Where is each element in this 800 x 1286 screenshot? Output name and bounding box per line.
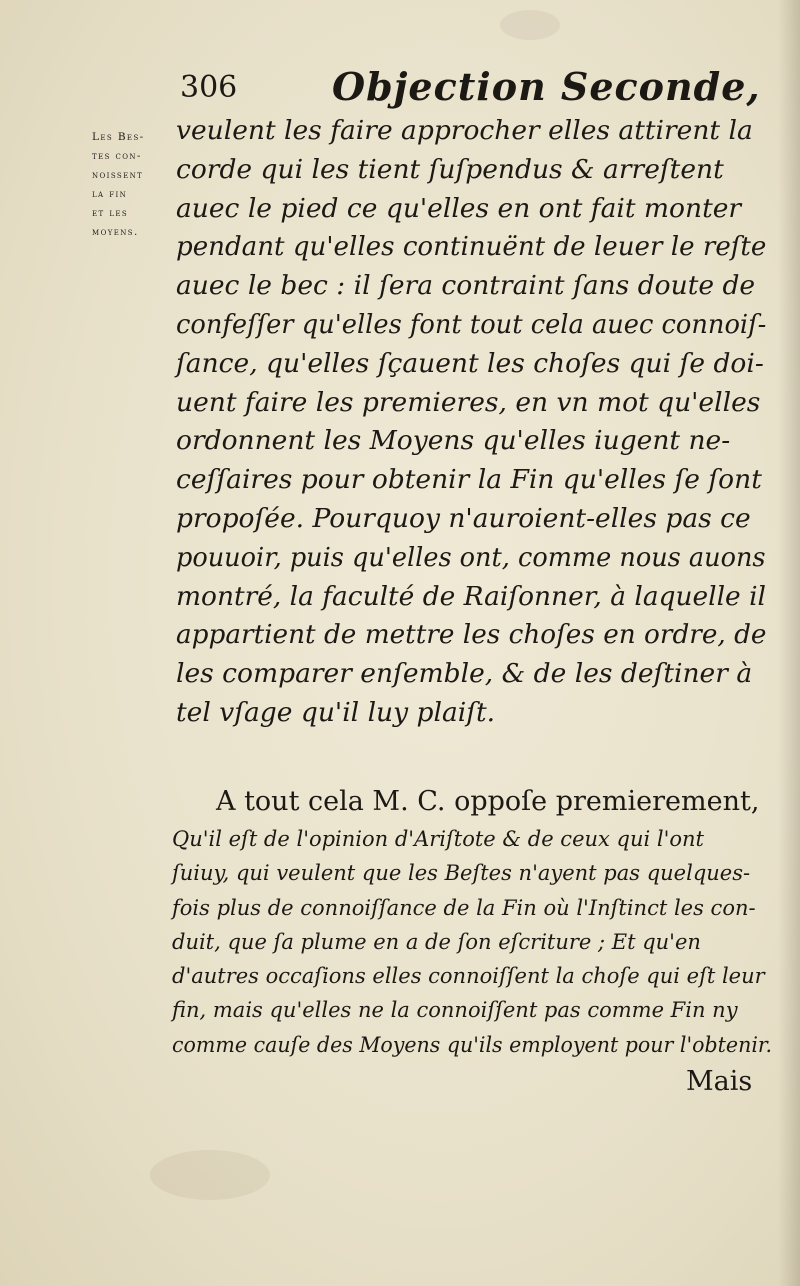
text-line: uent faire les premieres, en vn mot qu'elles — [176, 386, 761, 418]
text-line: propoſée. Pourquoy n'auroient-elles pas ce — [176, 502, 751, 534]
quote-line: duit, que ſa plume en a de ſon eſcriture ; Et qu'en — [172, 929, 701, 954]
margin-note-line: la fin — [92, 188, 128, 200]
paper-stain — [500, 10, 560, 40]
quoted-objection — [172, 782, 772, 1062]
text-line: pendant qu'elles continuënt de leuer le reſte — [176, 231, 767, 263]
margin-note-line: moyens. — [92, 226, 139, 238]
text-line: corde qui les tient ſuſpendus & arreſtent — [176, 153, 724, 185]
catchword: Mais — [686, 1066, 753, 1097]
text-line: appartient de mettre les choſes en ordre, de — [176, 619, 767, 651]
text-line: confeſſer qu'elles font tout cela auec connoiſ- — [176, 308, 767, 340]
page-number: 306 — [180, 70, 238, 105]
text-line: ceſſaires pour obtenir la Fin qu'elles ſe ſont — [176, 464, 762, 496]
text-line: pouuoir, puis qu'elles ont, comme nous auons — [176, 541, 766, 573]
running-title: Objection Seconde, — [332, 64, 761, 109]
quote-line: comme cauſe des Moyens qu'ils employent pour l'obtenir. — [172, 1032, 773, 1057]
quote-line: fois plus de connoiſſance de la Fin où l'Inſtinct les con- — [172, 895, 756, 920]
text-line: ſance, qu'elles ſçauent les choſes qui ſe doi- — [176, 347, 764, 379]
margin-note-line: tes con- — [92, 150, 142, 162]
quote-line: d'autres occaſions elles connoiſſent la choſe qui eſt leur — [172, 964, 765, 989]
text-line: auec le pied ce qu'elles en ont fait monter — [176, 192, 742, 224]
text-line: veulent les faire approcher elles attirent la — [176, 115, 753, 146]
text-line: montré, la faculté de Raiſonner, à laquelle il — [176, 580, 766, 612]
text-line: auec le bec : il ſera contraint ſans doute de — [176, 270, 756, 302]
paper-stain — [150, 1150, 270, 1200]
quote-lead-line: A tout cela M. C. oppoſe premierement, — [216, 786, 760, 817]
quote-line: Qu'il eſt de l'opinion d'Ariſtote & de ceux qui l'ont — [172, 827, 704, 851]
quote-line: fin, mais qu'elles ne la connoiſſent pas comme Fin ny — [172, 998, 738, 1023]
text-line: tel vſage qu'il luy plaiſt. — [176, 696, 496, 728]
text-line: ordonnent les Moyens qu'elles iugent ne- — [176, 425, 731, 457]
page-edge-shadow — [778, 0, 800, 1286]
margin-note-line: Les Bes- — [92, 131, 145, 143]
quote-text — [172, 822, 772, 1062]
text-line: les comparer enſemble, & de les deſtiner à — [176, 658, 753, 690]
quote-line: ſuiuy, qui veulent que les Beſtes n'ayent pas quelques- — [172, 861, 751, 886]
main-paragraph — [176, 112, 766, 733]
margin-note-line: noissent — [92, 169, 144, 181]
margin-note-line: et les — [92, 207, 129, 219]
page-header — [172, 64, 761, 114]
margin-note — [92, 128, 174, 242]
